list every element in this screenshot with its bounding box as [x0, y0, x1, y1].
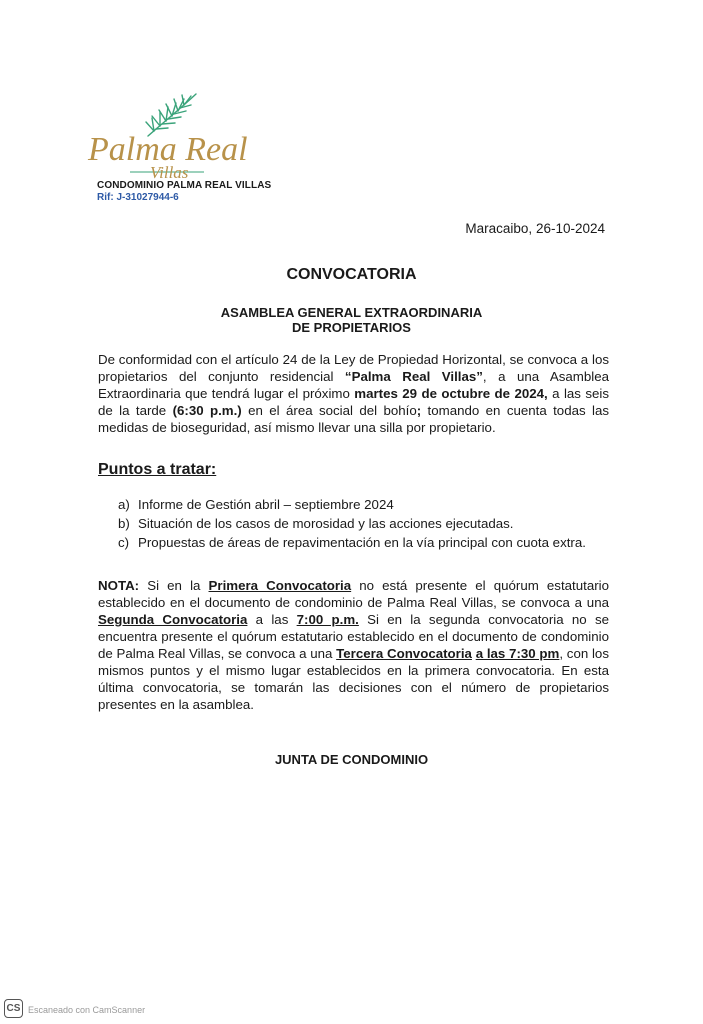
third-call: Tercera Convocatoria	[336, 646, 472, 661]
palm-leaf-icon	[146, 94, 196, 136]
residence-name: “Palma Real Villas”	[344, 369, 483, 384]
camscanner-icon: CS	[4, 999, 23, 1018]
points-heading: Puntos a tratar:	[98, 461, 217, 478]
paragraph-text: a las seis de la tarde	[98, 386, 609, 418]
document-title: CONVOCATORIA	[286, 266, 417, 283]
list-marker: b)	[118, 516, 130, 531]
paragraph-text: Si en la	[139, 578, 209, 593]
meeting-date: martes 29 de octubre de 2024,	[354, 386, 548, 401]
nota-paragraph	[98, 577, 609, 713]
subtitle-line-2: DE PROPIETARIOS	[292, 320, 411, 335]
org-rif: Rif: J-31027944-6	[97, 192, 179, 203]
palma-real-logo	[86, 92, 266, 184]
second-call: Segunda Convocatoria	[98, 612, 248, 627]
convocation-paragraph	[98, 351, 609, 436]
logo-sub-text: Villas	[150, 163, 189, 182]
subtitle-line-1: ASAMBLEA GENERAL EXTRAORDINARIA	[220, 305, 483, 320]
list-item-text: Informe de Gestión abril – septiembre 2024	[138, 497, 394, 512]
paragraph-text: De conformidad con el artículo 24 de la Ley de Propiedad Horizontal, se convoca a los propietarios del conjunto residencial	[98, 352, 609, 384]
signature: JUNTA DE CONDOMINIO	[274, 752, 429, 767]
list-item	[118, 533, 618, 552]
paragraph-text: , con los mismos puntos y el mismo lugar establecidos en la primera convocatoria. En esta última convocatoria, se tomarán las decisiones con el número de propietarios presentes en la asamblea.	[98, 646, 609, 712]
org-name: CONDOMINIO PALMA REAL VILLAS	[97, 180, 272, 191]
list-item	[118, 514, 618, 533]
scanner-watermark: Escaneado con CamScanner	[28, 1005, 146, 1015]
list-item-text: Situación de los casos de morosidad y las acciones ejecutadas.	[138, 516, 514, 531]
points-list	[118, 495, 618, 552]
meeting-time: (6:30 p.m.)	[172, 403, 242, 418]
first-call: Primera Convocatoria	[208, 578, 352, 593]
logo-main-text: Palma Real	[88, 131, 248, 168]
paragraph-text: tomando en cuenta todas las medidas de bioseguridad, así mismo llevar una silla por propietario.	[98, 403, 610, 435]
paragraph-text: en el área social del bohío	[241, 403, 417, 418]
nota-label: NOTA:	[98, 578, 140, 593]
list-item	[118, 495, 618, 514]
document-subtitle	[0, 305, 703, 335]
paragraph-text: Si en la segunda convocatoria no se encuentra presente el quórum estatutario establecido en el documento de condominio de Palma Real Villas, se convoca a una	[98, 612, 609, 661]
document-date: Maracaibo, 26-10-2024	[465, 221, 605, 236]
paragraph-text: a las	[247, 612, 297, 627]
second-call-time: 7:00 p.m.	[296, 612, 359, 627]
paragraph-punct: ;	[416, 403, 422, 418]
paragraph-text: no está presente el quórum estatutario establecido en el documento de condominio de Palma Real Villas, se convoca a una	[98, 578, 609, 610]
list-marker: c)	[118, 535, 130, 550]
paragraph-text: , a una Asamblea Extraordinaria que tendrá lugar el próximo	[98, 369, 609, 401]
list-marker: a)	[118, 497, 130, 512]
third-call-time: a las 7:30 pm	[475, 646, 560, 661]
list-item-text: Propuestas de áreas de repavimentación en la vía principal con cuota extra.	[138, 535, 586, 550]
